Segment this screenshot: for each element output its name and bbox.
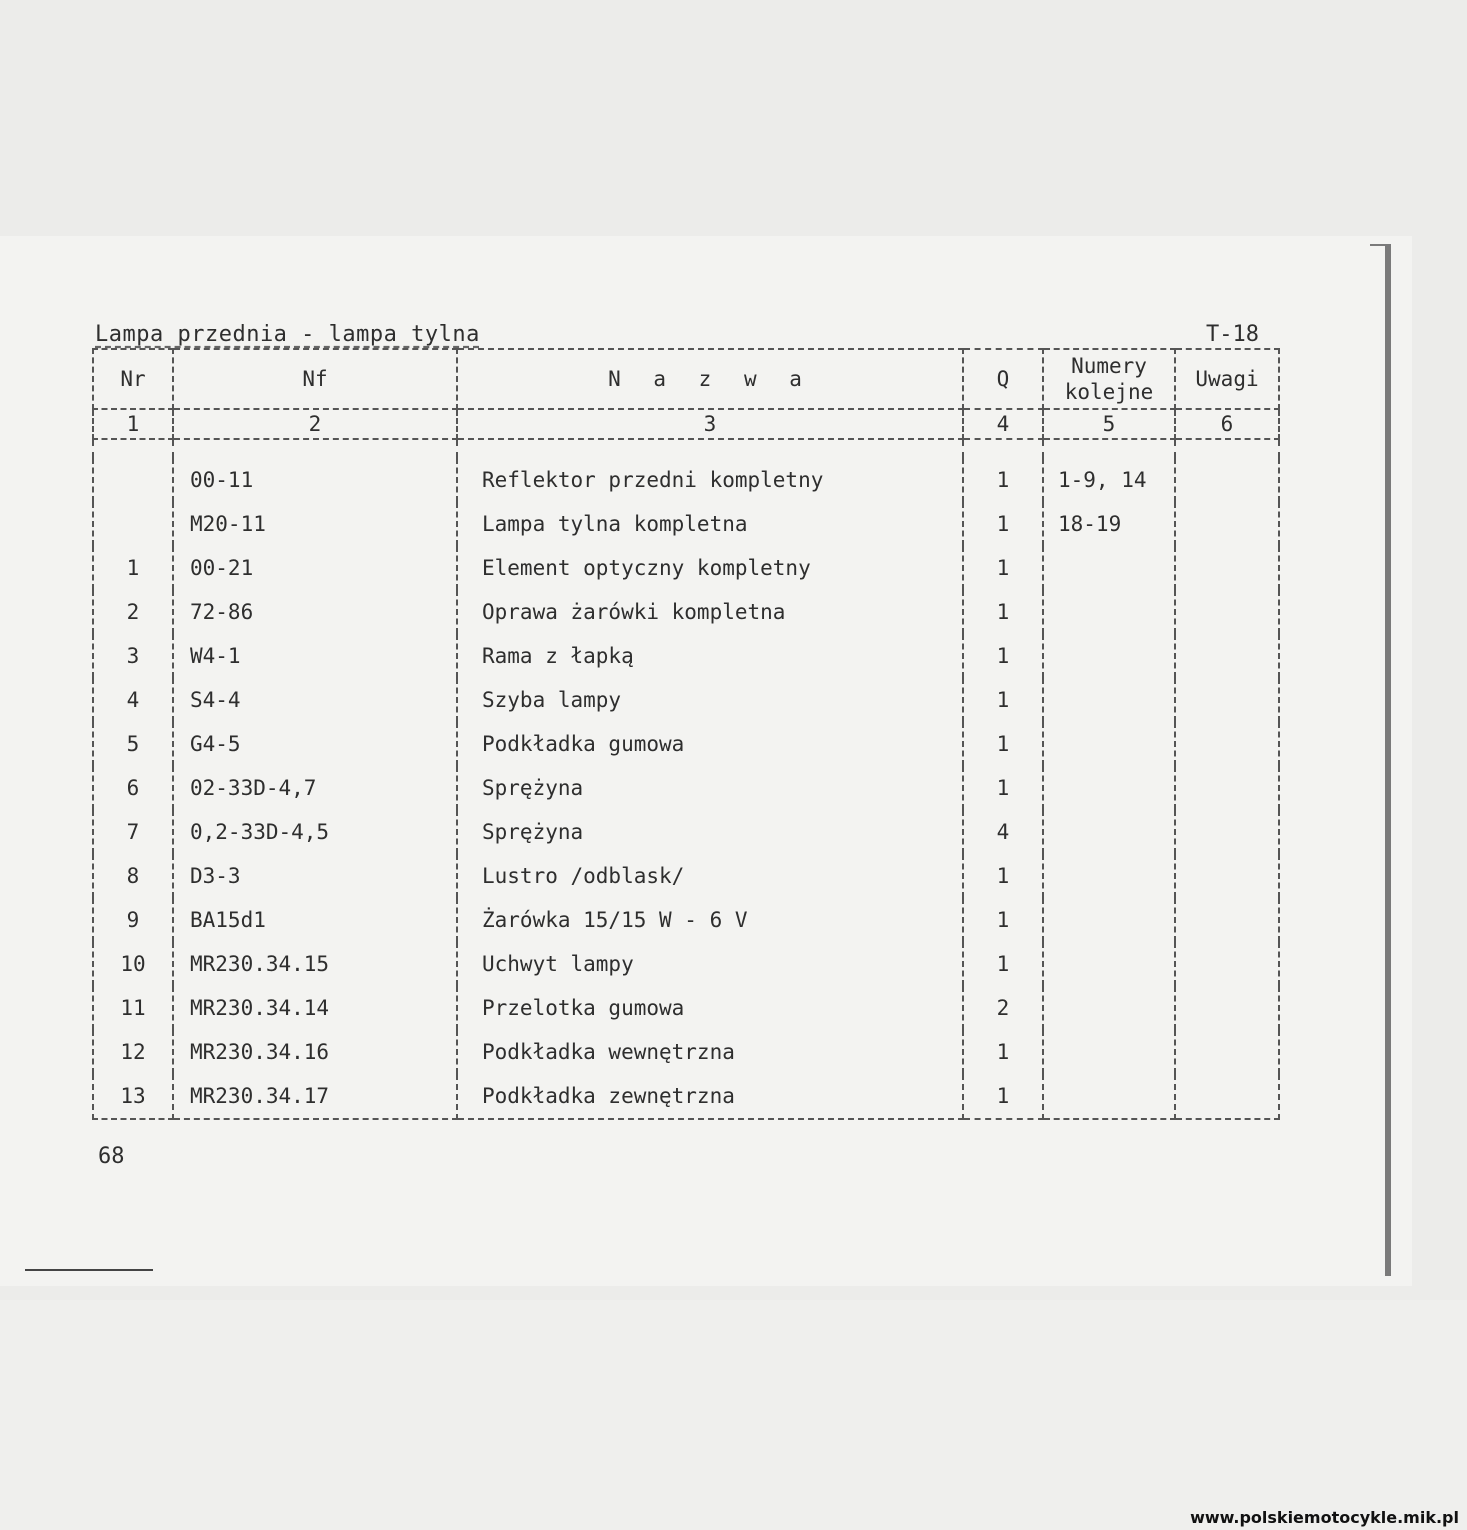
cell-uwagi <box>1175 502 1279 546</box>
document-title: Lampa przednia - lampa tylna <box>95 322 480 347</box>
cell-quantity: 1 <box>963 1030 1043 1074</box>
cell-nr: 1 <box>93 546 173 590</box>
column-number: 5 <box>1043 409 1175 439</box>
column-number: 3 <box>457 409 963 439</box>
table-row <box>93 986 1279 1030</box>
cell-nf: MR230.34.14 <box>173 986 457 1030</box>
column-number: 1 <box>93 409 173 439</box>
table-row <box>93 590 1279 634</box>
spacer-row <box>93 439 1279 458</box>
cell-name: Podkładka zewnętrzna <box>457 1074 963 1119</box>
cell-numery <box>1043 1074 1175 1119</box>
header-uwagi: Uwagi <box>1175 349 1279 409</box>
cell-numery <box>1043 722 1175 766</box>
cell-uwagi <box>1175 458 1279 502</box>
cell-nr: 8 <box>93 854 173 898</box>
header-nr: Nr <box>93 349 173 409</box>
table-row <box>93 1030 1279 1074</box>
table-row <box>93 1074 1279 1119</box>
cell-nr: 10 <box>93 942 173 986</box>
page-number: 68 <box>98 1144 125 1169</box>
column-number: 2 <box>173 409 457 439</box>
cell-numery <box>1043 678 1175 722</box>
cell-nr: 4 <box>93 678 173 722</box>
cell-nf: MR230.34.17 <box>173 1074 457 1119</box>
cell-uwagi <box>1175 810 1279 854</box>
cell-numery <box>1043 1030 1175 1074</box>
cell-uwagi <box>1175 854 1279 898</box>
cell-uwagi <box>1175 766 1279 810</box>
cell-nr: 6 <box>93 766 173 810</box>
document-code: T-18 <box>1206 322 1259 347</box>
header-nf: Nf <box>173 349 457 409</box>
cell-quantity: 1 <box>963 546 1043 590</box>
cell-quantity: 2 <box>963 986 1043 1030</box>
cell-nf: S4-4 <box>173 678 457 722</box>
cell-numery <box>1043 590 1175 634</box>
header-q: Q <box>963 349 1043 409</box>
cell-nr: 9 <box>93 898 173 942</box>
cell-quantity: 1 <box>963 502 1043 546</box>
cell-numery <box>1043 810 1175 854</box>
cell-uwagi <box>1175 590 1279 634</box>
cell-quantity: 1 <box>963 766 1043 810</box>
cell-nr: 7 <box>93 810 173 854</box>
cell-numery <box>1043 546 1175 590</box>
page-edge-line <box>1385 244 1391 1276</box>
cell-name: Podkładka wewnętrzna <box>457 1030 963 1074</box>
column-number-row <box>93 409 1279 439</box>
cell-name: Oprawa żarówki kompletna <box>457 590 963 634</box>
parts-table <box>92 348 1280 1120</box>
cell-nf: 72-86 <box>173 590 457 634</box>
header-name: N a z w a <box>457 349 963 409</box>
cell-nr: 2 <box>93 590 173 634</box>
cell-nf: BA15d1 <box>173 898 457 942</box>
cell-nf: 00-21 <box>173 546 457 590</box>
cell-quantity: 1 <box>963 942 1043 986</box>
cell-quantity: 1 <box>963 458 1043 502</box>
cell-name: Uchwyt lampy <box>457 942 963 986</box>
column-number: 6 <box>1175 409 1279 439</box>
cell-quantity: 1 <box>963 1074 1043 1119</box>
background-band <box>0 1300 1467 1530</box>
cell-numery <box>1043 898 1175 942</box>
cell-nf: 0,2-33D-4,5 <box>173 810 457 854</box>
cell-nr <box>93 458 173 502</box>
cell-uwagi <box>1175 678 1279 722</box>
cell-nf: 00-11 <box>173 458 457 502</box>
cell-name: Element optyczny kompletny <box>457 546 963 590</box>
cell-nf: D3-3 <box>173 854 457 898</box>
table-row <box>93 854 1279 898</box>
cell-nf: 02-33D-4,7 <box>173 766 457 810</box>
cell-name: Sprężyna <box>457 766 963 810</box>
column-number: 4 <box>963 409 1043 439</box>
cell-name: Sprężyna <box>457 810 963 854</box>
table-row <box>93 722 1279 766</box>
table-row <box>93 678 1279 722</box>
cell-numery <box>1043 942 1175 986</box>
cell-nf: W4-1 <box>173 634 457 678</box>
cell-nf: G4-5 <box>173 722 457 766</box>
cell-name: Reflektor przedni kompletny <box>457 458 963 502</box>
cell-name: Lustro /odblask/ <box>457 854 963 898</box>
cell-uwagi <box>1175 1030 1279 1074</box>
cell-name: Lampa tylna kompletna <box>457 502 963 546</box>
cell-quantity: 1 <box>963 854 1043 898</box>
cell-nr: 3 <box>93 634 173 678</box>
cell-quantity: 1 <box>963 590 1043 634</box>
cell-numery <box>1043 986 1175 1030</box>
cell-nr: 11 <box>93 986 173 1030</box>
cell-nf: M20-11 <box>173 502 457 546</box>
corner-rule-line <box>25 1269 153 1271</box>
cell-uwagi <box>1175 722 1279 766</box>
footer-url: www.polskiemotocykle.mik.pl <box>1190 1508 1459 1527</box>
cell-uwagi <box>1175 546 1279 590</box>
cell-quantity: 1 <box>963 634 1043 678</box>
table-row <box>93 766 1279 810</box>
cell-nf: MR230.34.15 <box>173 942 457 986</box>
cell-numery: 1-9, 14 <box>1043 458 1175 502</box>
cell-uwagi <box>1175 634 1279 678</box>
cell-quantity: 1 <box>963 898 1043 942</box>
cell-quantity: 1 <box>963 678 1043 722</box>
cell-nr: 12 <box>93 1030 173 1074</box>
table-row <box>93 942 1279 986</box>
cell-numery <box>1043 854 1175 898</box>
cell-quantity: 4 <box>963 810 1043 854</box>
page-edge-tip <box>1370 244 1390 246</box>
table-row <box>93 634 1279 678</box>
cell-numery <box>1043 634 1175 678</box>
cell-numery: 18-19 <box>1043 502 1175 546</box>
cell-uwagi <box>1175 1074 1279 1119</box>
cell-numery <box>1043 766 1175 810</box>
header-row <box>93 349 1279 409</box>
cell-name: Żarówka 15/15 W - 6 V <box>457 898 963 942</box>
cell-nr: 5 <box>93 722 173 766</box>
cell-name: Podkładka gumowa <box>457 722 963 766</box>
table-row <box>93 810 1279 854</box>
cell-nf: MR230.34.16 <box>173 1030 457 1074</box>
cell-name: Przelotka gumowa <box>457 986 963 1030</box>
cell-name: Rama z łapką <box>457 634 963 678</box>
cell-nr: 13 <box>93 1074 173 1119</box>
cell-nr <box>93 502 173 546</box>
table-row <box>93 502 1279 546</box>
header-numery: Numery kolejne <box>1043 349 1175 409</box>
cell-uwagi <box>1175 898 1279 942</box>
table-row <box>93 898 1279 942</box>
cell-uwagi <box>1175 942 1279 986</box>
table-row <box>93 546 1279 590</box>
cell-name: Szyba lampy <box>457 678 963 722</box>
cell-uwagi <box>1175 986 1279 1030</box>
cell-quantity: 1 <box>963 722 1043 766</box>
table-row <box>93 458 1279 502</box>
